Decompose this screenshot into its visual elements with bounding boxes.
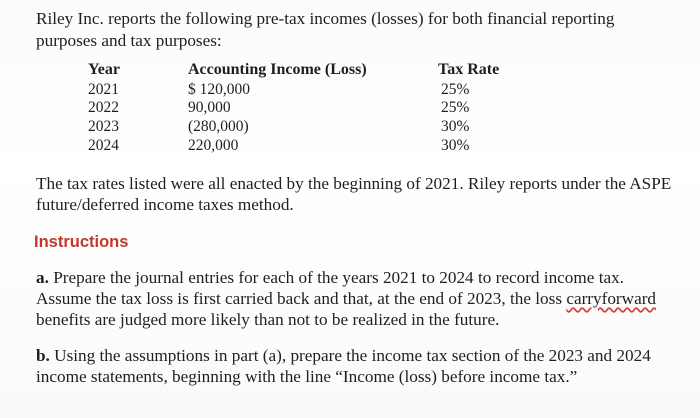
year-cell: 2023 [88,118,119,136]
income-header: Accounting Income (Loss) [188,61,367,78]
rate-cell: 30% [441,118,470,136]
year-cell: 2024 [88,136,119,154]
intro-paragraph: Riley Inc. reports the following pre-tax incomes (losses) for both financial reporting purposes and tax purposes: [36,9,615,50]
part-b-text: Using the assumptions in part (a), prepare the income tax section of the 2023 and 2024 income statements, beginning with the line “Income (loss) before income tax.” [36,346,651,386]
part-b-paragraph [36,345,676,387]
income-cell: 220,000 [188,136,239,154]
year-cell: 2021 [88,80,119,98]
tax-rates-note: The tax rates listed were all enacted by the beginning of 2021. Riley reports under the ASPE future/deferred income taxes method. [36,174,672,214]
instructions-heading: Instructions [34,233,129,251]
year-cell: 2022 [88,99,119,117]
part-a-text-after: benefits are judged more likely than not to be realized in the future. [36,310,500,329]
income-cell: (280,000) [188,118,249,136]
income-cell: $ 120,000 [188,80,250,98]
part-a-text-before: Prepare the journal entries for each of the years 2021 to 2024 to record income tax. Assume the tax loss is first carried back and that, at the end of 2023, the loss [36,268,624,308]
rate-header: Tax Rate [438,61,500,78]
part-a-letter: a. [36,268,49,287]
income-cell: 90,000 [188,99,231,117]
part-b-letter: b. [36,346,50,365]
part-a-paragraph [36,267,676,330]
year-column [88,61,120,156]
spellcheck-flagged-word: carryforward [566,289,657,308]
rate-cell: 25% [441,99,470,117]
income-column [188,61,367,156]
rate-cell: 30% [441,136,470,154]
rate-column [438,61,499,156]
year-header: Year [88,61,120,78]
rate-cell: 25% [441,80,470,98]
